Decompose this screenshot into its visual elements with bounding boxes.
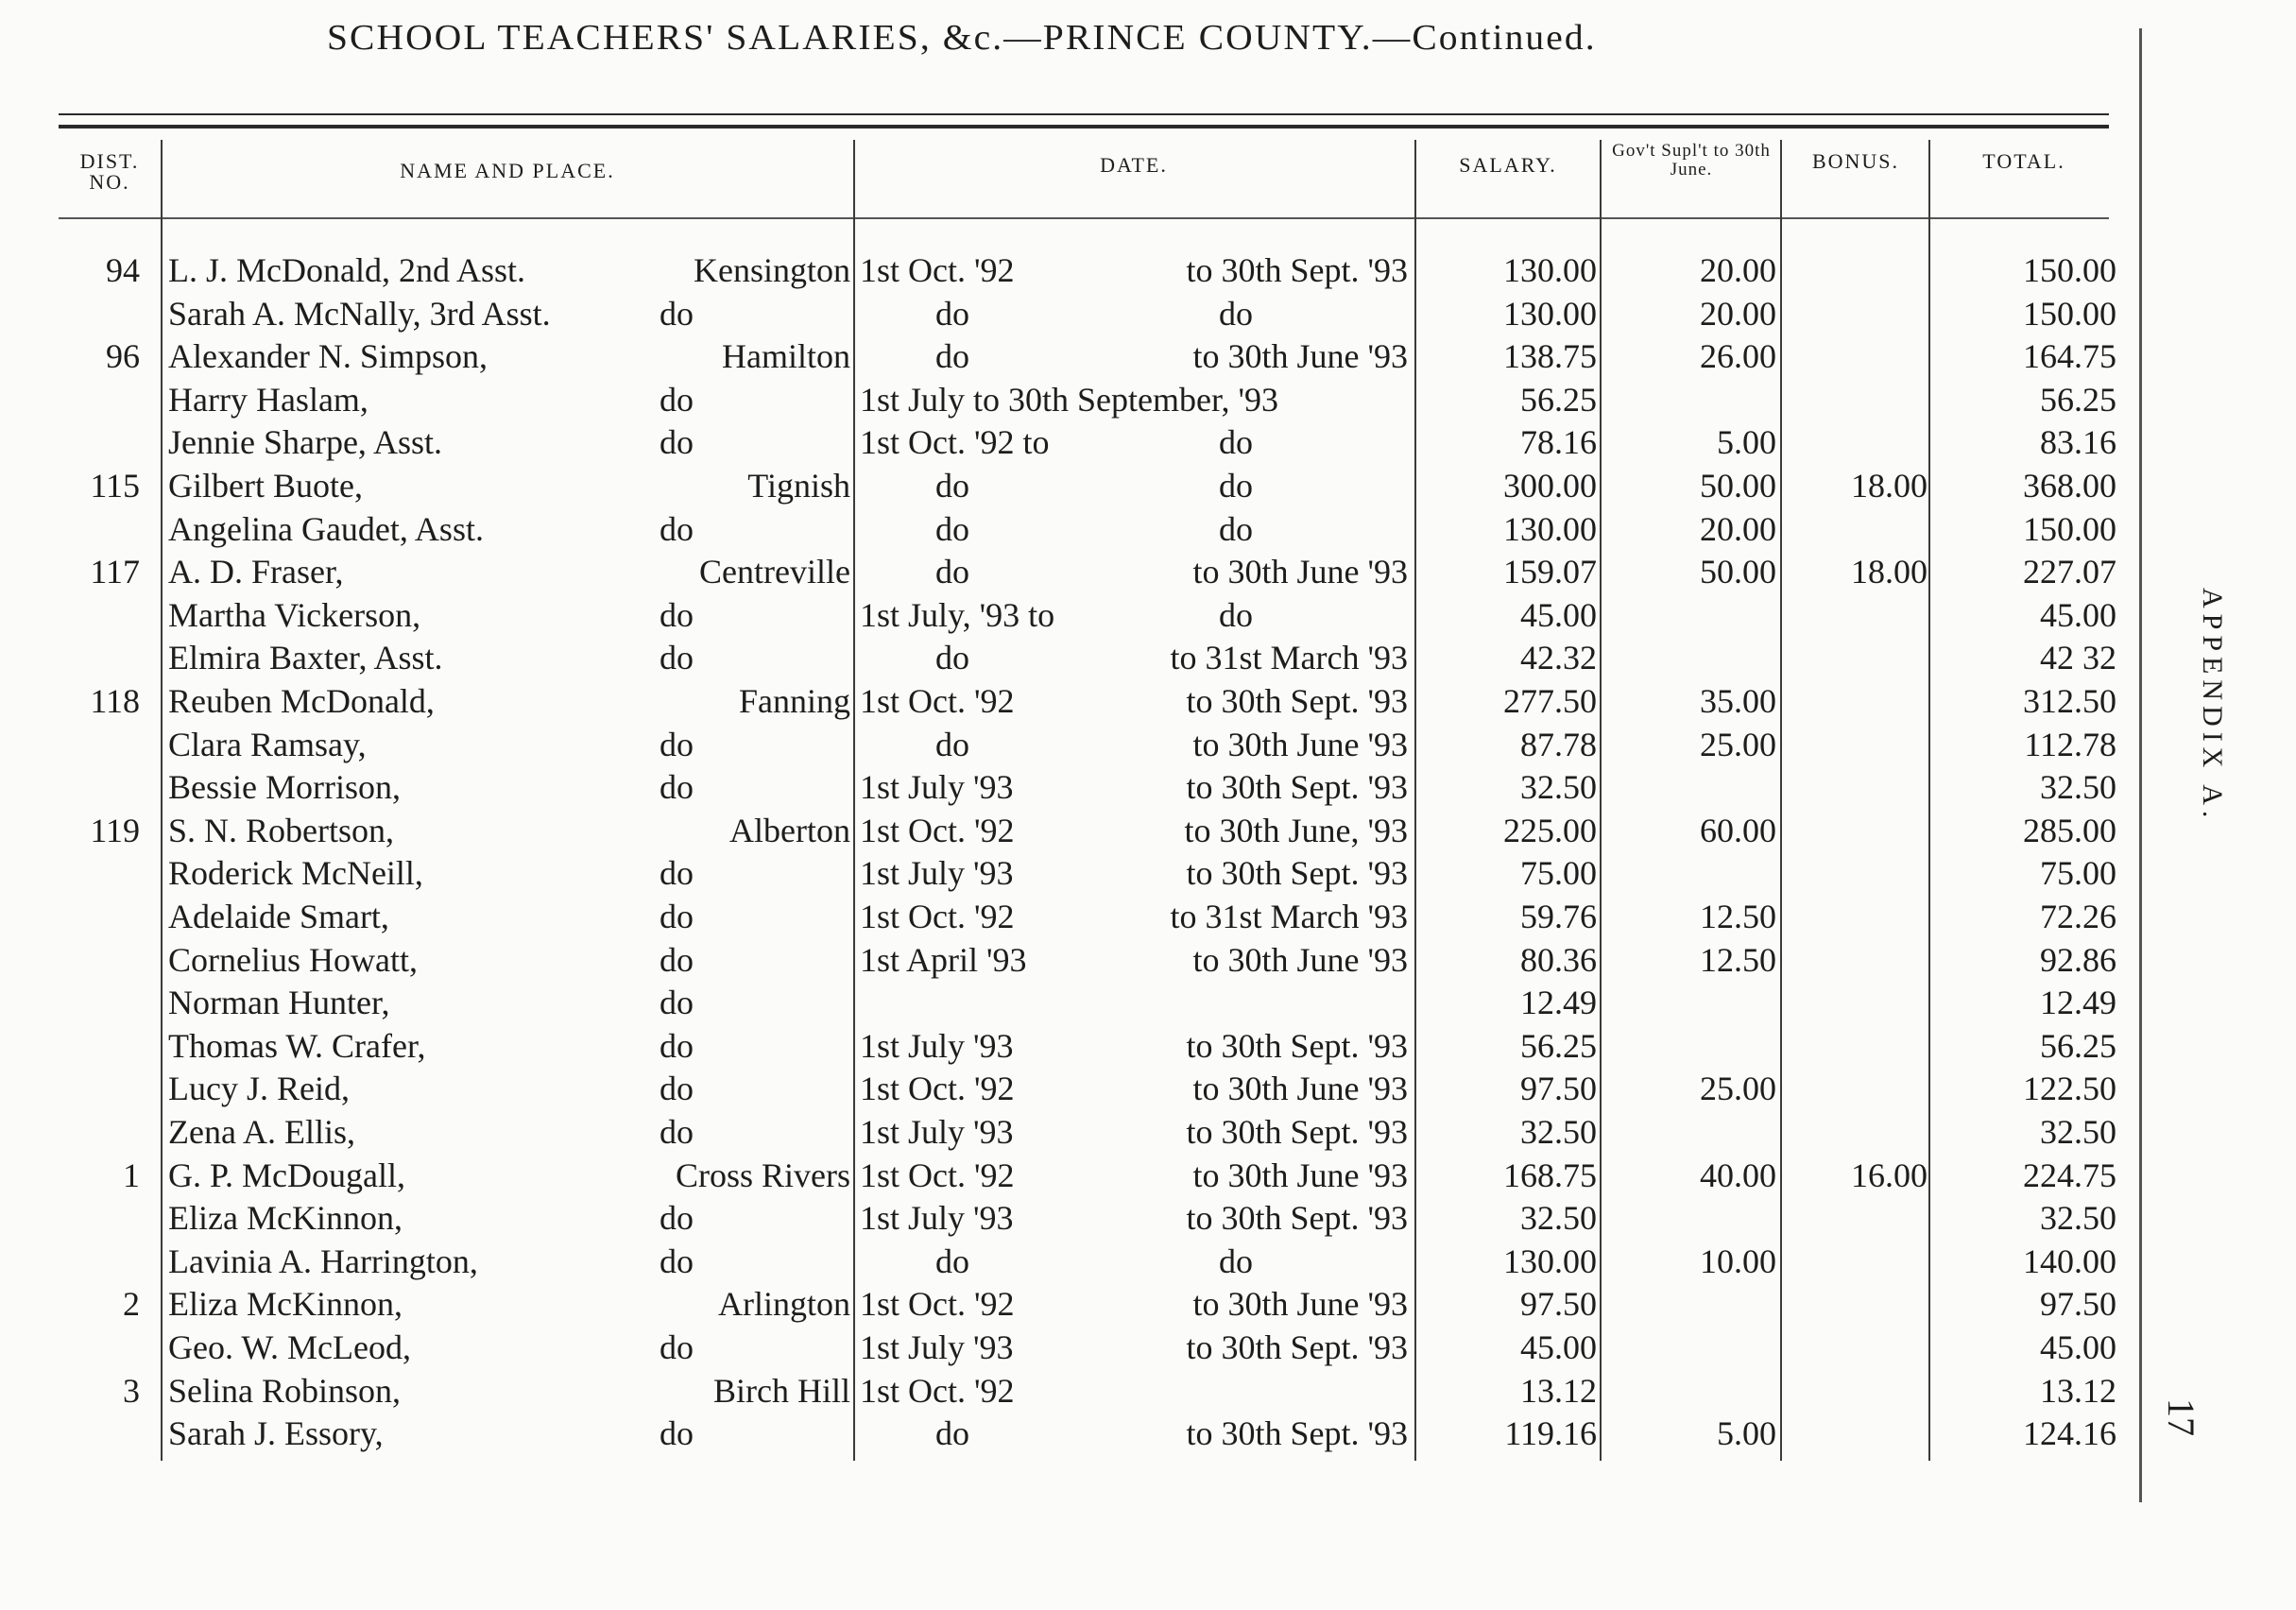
teacher-name-cell: Alexander N. Simpson, [168, 337, 488, 376]
total-cell: 285.00 [2023, 811, 2116, 849]
page-edge-rule [2139, 28, 2142, 1502]
place-cell: do [660, 1113, 694, 1151]
header-bonus: BONUS. [1811, 149, 1900, 173]
salary-cell: 130.00 [1503, 509, 1597, 548]
total-cell: 224.75 [2023, 1156, 2116, 1194]
govt-suppl-cell [1606, 982, 1776, 1024]
govt-suppl-cell [1606, 594, 1776, 637]
date-to-cell: to 31st March '93 [1170, 639, 1408, 677]
header-date: DATE. [1100, 153, 1168, 177]
govt-suppl-cell: 60.00 [1700, 811, 1776, 849]
date-from-cell: 1st Oct. '92 [860, 898, 1015, 935]
place-cell: Fanning [738, 682, 850, 720]
date-to-cell: to 30th Sept. '93 [1186, 1113, 1408, 1151]
teacher-name-cell: Martha Vickerson, [168, 595, 421, 634]
bonus-cell [1786, 293, 1928, 335]
dist-no-cell: 2 [123, 1285, 140, 1324]
teacher-name-cell: Sarah A. McNally, 3rd Asst. [168, 294, 551, 333]
date-from-cell: 1st Oct. '92 [860, 811, 1015, 849]
place-cell: do [660, 380, 694, 419]
bonus-cell [1786, 1111, 1928, 1154]
salary-cell: 56.25 [1520, 1026, 1597, 1065]
bonus-cell [1786, 766, 1928, 809]
place-cell: Birch Hill [713, 1371, 850, 1410]
date-from-cell: 1st Oct. '92 [860, 682, 1015, 720]
salary-cell: 32.50 [1520, 1113, 1597, 1151]
top-rule-thick [59, 125, 2109, 128]
salary-cell: 97.50 [1520, 1070, 1597, 1108]
table-row [0, 465, 2126, 507]
dist-no-cell: 115 [90, 467, 140, 505]
govt-suppl-cell: 20.00 [1700, 251, 1776, 289]
teacher-name-cell: Clara Ramsay, [168, 725, 367, 763]
total-cell: 83.16 [2040, 423, 2116, 462]
place-cell: Alberton [729, 811, 850, 849]
date-from-cell: do [935, 1414, 969, 1453]
date-to-cell: to 30th Sept. '93 [1186, 1328, 1408, 1366]
table-row [0, 1327, 2126, 1369]
salary-cell: 12.49 [1520, 984, 1597, 1022]
govt-suppl-cell: 5.00 [1717, 1414, 1776, 1453]
govt-suppl-cell: 5.00 [1717, 423, 1776, 462]
table-row [0, 852, 2126, 895]
salary-cell: 130.00 [1503, 251, 1597, 289]
dist-no-cell: 96 [106, 337, 140, 376]
salary-cell: 87.78 [1520, 725, 1597, 763]
total-cell: 368.00 [2023, 467, 2116, 505]
dist-no-cell [38, 939, 140, 982]
date-from-cell: do [935, 467, 969, 505]
total-cell: 164.75 [2023, 337, 2116, 376]
table-row [0, 1111, 2126, 1154]
teacher-name-cell: Norman Hunter, [168, 984, 390, 1022]
table-row [0, 680, 2126, 723]
bonus-cell [1786, 982, 1928, 1024]
date-from-cell: do [935, 294, 969, 333]
header-rule [59, 217, 2109, 219]
total-cell: 45.00 [2040, 1328, 2116, 1366]
bonus-cell [1786, 680, 1928, 723]
total-cell: 45.00 [2040, 595, 2116, 634]
govt-suppl-cell [1606, 766, 1776, 809]
appendix-label: APPENDIX A. [2197, 588, 2228, 824]
total-cell: 150.00 [2023, 509, 2116, 548]
date-to-cell [1087, 982, 1408, 1024]
govt-suppl-cell: 25.00 [1700, 725, 1776, 763]
govt-suppl-cell: 40.00 [1700, 1156, 1776, 1194]
date-to-cell: to 30th Sept. '93 [1186, 1414, 1408, 1453]
dist-no-cell [38, 1068, 140, 1110]
total-cell: 227.07 [2023, 553, 2116, 591]
place-cell: do [660, 940, 694, 979]
place-cell: do [660, 898, 694, 935]
place-cell: do [660, 509, 694, 548]
salary-cell: 300.00 [1503, 467, 1597, 505]
date-from-cell: 1st Oct. '92 [860, 1371, 1015, 1410]
total-cell: 75.00 [2040, 854, 2116, 893]
salary-cell: 159.07 [1503, 553, 1597, 591]
govt-suppl-cell: 12.50 [1700, 898, 1776, 935]
teacher-name-cell: G. P. McDougall, [168, 1156, 405, 1194]
bonus-cell [1786, 724, 1928, 766]
dist-no-cell: 3 [123, 1371, 140, 1410]
govt-suppl-cell [1606, 852, 1776, 895]
bonus-cell [1786, 594, 1928, 637]
bonus-cell [1786, 1370, 1928, 1413]
table-row [0, 1197, 2126, 1240]
table-row [0, 982, 2126, 1024]
teacher-name-cell: Elmira Baxter, Asst. [168, 639, 443, 677]
bonus-cell: 18.00 [1851, 467, 1928, 505]
table-row [0, 249, 2126, 292]
place-cell: do [660, 1070, 694, 1108]
govt-suppl-cell: 26.00 [1700, 337, 1776, 376]
total-cell: 56.25 [2040, 1026, 2116, 1065]
place-cell: do [660, 1026, 694, 1065]
salary-cell: 277.50 [1503, 682, 1597, 720]
bonus-cell [1786, 249, 1928, 292]
date-to-cell: to 30th Sept. '93 [1186, 1199, 1408, 1238]
header-dist-no: DIST. NO. [79, 149, 140, 194]
date-from-cell: 1st July '93 [860, 1113, 1014, 1151]
place-cell: do [660, 294, 694, 333]
teacher-name-cell: Jennie Sharpe, Asst. [168, 423, 442, 462]
table-row [0, 379, 2126, 421]
dist-no-cell [38, 724, 140, 766]
salary-cell: 56.25 [1520, 380, 1597, 419]
dist-no-cell: 94 [106, 251, 140, 289]
date-from-cell: 1st July '93 [860, 1328, 1014, 1366]
dist-no-cell [38, 421, 140, 464]
table-row [0, 896, 2126, 938]
place-cell: Centreville [699, 553, 850, 591]
salary-cell: 97.50 [1520, 1285, 1597, 1324]
govt-suppl-cell: 20.00 [1700, 294, 1776, 333]
table-row [0, 594, 2126, 637]
top-rule-thin [59, 113, 2109, 115]
govt-suppl-cell [1606, 1327, 1776, 1369]
place-cell: do [660, 639, 694, 677]
header-salary: SALARY. [1459, 153, 1557, 177]
govt-suppl-cell [1606, 1283, 1776, 1326]
date-to-cell: to 30th Sept. '93 [1186, 1026, 1408, 1065]
date-from-cell: do [935, 1242, 969, 1280]
place-cell: do [660, 1414, 694, 1453]
bonus-cell [1786, 508, 1928, 551]
salary-cell: 138.75 [1503, 337, 1597, 376]
govt-suppl-cell: 50.00 [1700, 467, 1776, 505]
govt-suppl-cell [1606, 1111, 1776, 1154]
salary-cell: 59.76 [1520, 898, 1597, 935]
date-to-cell: do [1219, 423, 1253, 462]
place-cell: do [660, 1199, 694, 1238]
table-row [0, 335, 2126, 378]
bonus-cell [1786, 939, 1928, 982]
date-to-cell: to 30th June '93 [1192, 1285, 1408, 1324]
date-from-cell: 1st July '93 [860, 1026, 1014, 1065]
bonus-cell [1786, 1025, 1928, 1068]
dist-no-cell [38, 594, 140, 637]
dist-no-cell [38, 1111, 140, 1154]
table-row [0, 421, 2126, 464]
bonus-cell [1786, 1283, 1928, 1326]
salary-cell: 78.16 [1520, 423, 1597, 462]
date-to-cell: to 30th June, '93 [1184, 811, 1408, 849]
place-cell: do [660, 854, 694, 893]
govt-suppl-cell: 20.00 [1700, 509, 1776, 548]
dist-no-cell [38, 1197, 140, 1240]
bonus-cell [1786, 1413, 1928, 1455]
teacher-name-cell: Selina Robinson, [168, 1371, 402, 1410]
dist-no-cell: 119 [90, 811, 140, 849]
total-cell: 122.50 [2023, 1070, 2116, 1108]
salary-cell: 225.00 [1503, 811, 1597, 849]
total-cell: 72.26 [2040, 898, 2116, 935]
dist-no-cell [38, 1241, 140, 1283]
salary-cell: 130.00 [1503, 294, 1597, 333]
govt-suppl-cell [1606, 637, 1776, 679]
dist-no-cell [38, 982, 140, 1024]
table-row [0, 810, 2126, 852]
total-cell: 150.00 [2023, 294, 2116, 333]
teacher-name-cell: S. N. Robertson, [168, 811, 395, 849]
date-from-cell: 1st Oct. '92 [860, 1156, 1015, 1194]
dist-no-cell [38, 1413, 140, 1455]
total-cell: 312.50 [2023, 682, 2116, 720]
teacher-name-cell: Angelina Gaudet, Asst. [168, 509, 484, 548]
govt-suppl-cell: 12.50 [1700, 940, 1776, 979]
total-cell: 56.25 [2040, 380, 2116, 419]
bonus-cell [1786, 852, 1928, 895]
dist-no-cell: 1 [123, 1156, 140, 1194]
salary-cell: 42.32 [1520, 639, 1597, 677]
table-row [0, 724, 2126, 766]
place-cell: do [660, 423, 694, 462]
salary-cell: 168.75 [1503, 1156, 1597, 1194]
salary-cell: 45.00 [1520, 1328, 1597, 1366]
dist-no-cell [38, 379, 140, 421]
bonus-cell [1786, 379, 1928, 421]
teacher-name-cell: Eliza McKinnon, [168, 1285, 403, 1324]
date-from-cell: do [935, 553, 969, 591]
teacher-name-cell: Eliza McKinnon, [168, 1199, 403, 1238]
page-number: 17 [2160, 1398, 2202, 1436]
date-to-cell: to 30th Sept. '93 [1186, 682, 1408, 720]
dist-no-cell [38, 1025, 140, 1068]
total-cell: 32.50 [2040, 768, 2116, 807]
date-from-cell: 1st Oct. '92 [860, 1070, 1015, 1108]
table-row [0, 1413, 2126, 1455]
date-to-cell: do [1219, 509, 1253, 548]
table-row [0, 1370, 2126, 1413]
teacher-name-cell: L. J. McDonald, 2nd Asst. [168, 251, 525, 289]
total-cell: 112.78 [2024, 725, 2116, 763]
teacher-name-cell: Harry Haslam, [168, 380, 368, 419]
date-to-cell: to 30th June '93 [1192, 553, 1408, 591]
teacher-name-cell: Bessie Morrison, [168, 768, 401, 807]
salary-cell: 32.50 [1520, 1199, 1597, 1238]
date-to-cell: to 30th June '93 [1192, 337, 1408, 376]
total-cell: 97.50 [2040, 1285, 2116, 1324]
date-to-cell: to 30th June '93 [1192, 940, 1408, 979]
header-name-place: NAME AND PLACE. [400, 159, 615, 182]
salary-cell: 13.12 [1520, 1371, 1597, 1410]
salary-cell: 130.00 [1503, 1242, 1597, 1280]
teacher-name-cell: Lavinia A. Harrington, [168, 1242, 478, 1280]
salary-cell: 75.00 [1520, 854, 1597, 893]
page-title: SCHOOL TEACHERS' SALARIES, &c.—PRINCE COUNTY.—Continued. [327, 18, 1597, 58]
bonus-cell [1786, 335, 1928, 378]
table-row [0, 293, 2126, 335]
govt-suppl-cell [1606, 1025, 1776, 1068]
bonus-cell [1786, 1327, 1928, 1369]
date-from-cell: 1st July '93 [860, 768, 1014, 807]
govt-suppl-cell [1606, 1370, 1776, 1413]
table-row [0, 551, 2126, 593]
dist-no-cell [38, 637, 140, 679]
teacher-name-cell: Zena A. Ellis, [168, 1113, 355, 1151]
teacher-name-cell: Roderick McNeill, [168, 854, 423, 893]
govt-suppl-cell: 35.00 [1700, 682, 1776, 720]
header-govt-suppl: Gov't Supl't to 30th June. [1612, 141, 1771, 180]
bonus-cell: 16.00 [1851, 1156, 1928, 1194]
govt-suppl-cell [1606, 1197, 1776, 1240]
date-from-cell: do [935, 509, 969, 548]
dist-no-cell [38, 1327, 140, 1369]
total-cell: 32.50 [2040, 1113, 2116, 1151]
date-from-cell: do [935, 725, 969, 763]
date-from-cell: 1st July to 30th September, '93 [860, 380, 1279, 419]
date-from-cell: 1st Oct. '92 to [860, 423, 1050, 462]
date-to-cell [1087, 1370, 1408, 1413]
teacher-name-cell: A. D. Fraser, [168, 553, 344, 591]
date-to-cell: to 30th Sept. '93 [1186, 854, 1408, 893]
teacher-name-cell: Thomas W. Crafer, [168, 1026, 426, 1065]
place-cell: Hamilton [722, 337, 850, 376]
place-cell: do [660, 725, 694, 763]
teacher-name-cell: Sarah J. Essory, [168, 1414, 384, 1453]
govt-suppl-cell: 10.00 [1700, 1242, 1776, 1280]
date-to-cell: do [1219, 1242, 1253, 1280]
table-row [0, 1283, 2126, 1326]
date-to-cell [1087, 379, 1408, 421]
place-cell: do [660, 1328, 694, 1366]
table-row [0, 1241, 2126, 1283]
bonus-cell: 18.00 [1851, 553, 1928, 591]
dist-no-cell [38, 896, 140, 938]
date-to-cell: do [1219, 467, 1253, 505]
date-to-cell: to 30th Sept. '93 [1186, 251, 1408, 289]
bonus-cell [1786, 637, 1928, 679]
table-row [0, 939, 2126, 982]
table-row [0, 1068, 2126, 1110]
date-to-cell: to 30th June '93 [1192, 1070, 1408, 1108]
date-to-cell: to 30th June '93 [1192, 1156, 1408, 1194]
teacher-name-cell: Adelaide Smart, [168, 898, 389, 935]
salary-cell: 80.36 [1520, 940, 1597, 979]
teacher-name-cell: Lucy J. Reid, [168, 1070, 350, 1108]
govt-suppl-cell: 25.00 [1700, 1070, 1776, 1108]
salary-cell: 119.16 [1504, 1414, 1597, 1453]
total-cell: 42 32 [2040, 639, 2116, 677]
dist-no-cell: 118 [90, 682, 140, 720]
bonus-cell [1786, 896, 1928, 938]
date-from-cell: 1st Oct. '92 [860, 1285, 1015, 1324]
table-row [0, 766, 2126, 809]
date-from-cell: 1st Oct. '92 [860, 251, 1015, 289]
total-cell: 12.49 [2040, 984, 2116, 1022]
header-total: TOTAL. [1982, 149, 2065, 173]
govt-suppl-cell: 50.00 [1700, 553, 1776, 591]
govt-suppl-cell [1606, 379, 1776, 421]
date-to-cell: to 30th June '93 [1192, 725, 1408, 763]
table-row [0, 1155, 2126, 1197]
date-from-cell: do [935, 337, 969, 376]
bonus-cell [1786, 1068, 1928, 1110]
dist-no-cell: 117 [90, 553, 140, 591]
teacher-name-cell: Gilbert Buote, [168, 467, 363, 505]
total-cell: 124.16 [2023, 1414, 2116, 1453]
place-cell: do [660, 984, 694, 1022]
place-cell: Arlington [718, 1285, 850, 1324]
place-cell: do [660, 1242, 694, 1280]
salary-cell: 32.50 [1520, 768, 1597, 807]
salary-cell: 45.00 [1520, 595, 1597, 634]
date-from-cell: 1st April '93 [860, 940, 1027, 979]
teacher-name-cell: Reuben McDonald, [168, 682, 435, 720]
table-row [0, 1025, 2126, 1068]
date-from-cell: 1st July, '93 to [860, 595, 1055, 634]
bonus-cell [1786, 1197, 1928, 1240]
place-cell: do [660, 595, 694, 634]
place-cell: do [660, 768, 694, 807]
total-cell: 32.50 [2040, 1199, 2116, 1238]
place-cell: Tignish [747, 467, 850, 505]
table-row [0, 508, 2126, 551]
teacher-name-cell: Geo. W. McLeod, [168, 1328, 411, 1366]
bonus-cell [1786, 810, 1928, 852]
total-cell: 92.86 [2040, 940, 2116, 979]
date-to-cell: do [1219, 294, 1253, 333]
bonus-cell [1786, 1241, 1928, 1283]
bonus-cell [1786, 421, 1928, 464]
dist-no-cell [38, 293, 140, 335]
date-to-cell: do [1219, 595, 1253, 634]
place-cell: Kensington [694, 251, 850, 289]
table-row [0, 637, 2126, 679]
total-cell: 140.00 [2023, 1242, 2116, 1280]
place-cell: Cross Rivers [675, 1156, 850, 1194]
dist-no-cell [38, 508, 140, 551]
date-from-cell: 1st July '93 [860, 854, 1014, 893]
date-from-cell: do [935, 639, 969, 677]
total-cell: 13.12 [2040, 1371, 2116, 1410]
date-to-cell: to 30th Sept. '93 [1186, 768, 1408, 807]
date-to-cell: to 31st March '93 [1170, 898, 1408, 935]
teacher-name-cell: Cornelius Howatt, [168, 940, 418, 979]
dist-no-cell [38, 852, 140, 895]
date-from-cell: 1st July '93 [860, 1199, 1014, 1238]
dist-no-cell [38, 766, 140, 809]
total-cell: 150.00 [2023, 251, 2116, 289]
